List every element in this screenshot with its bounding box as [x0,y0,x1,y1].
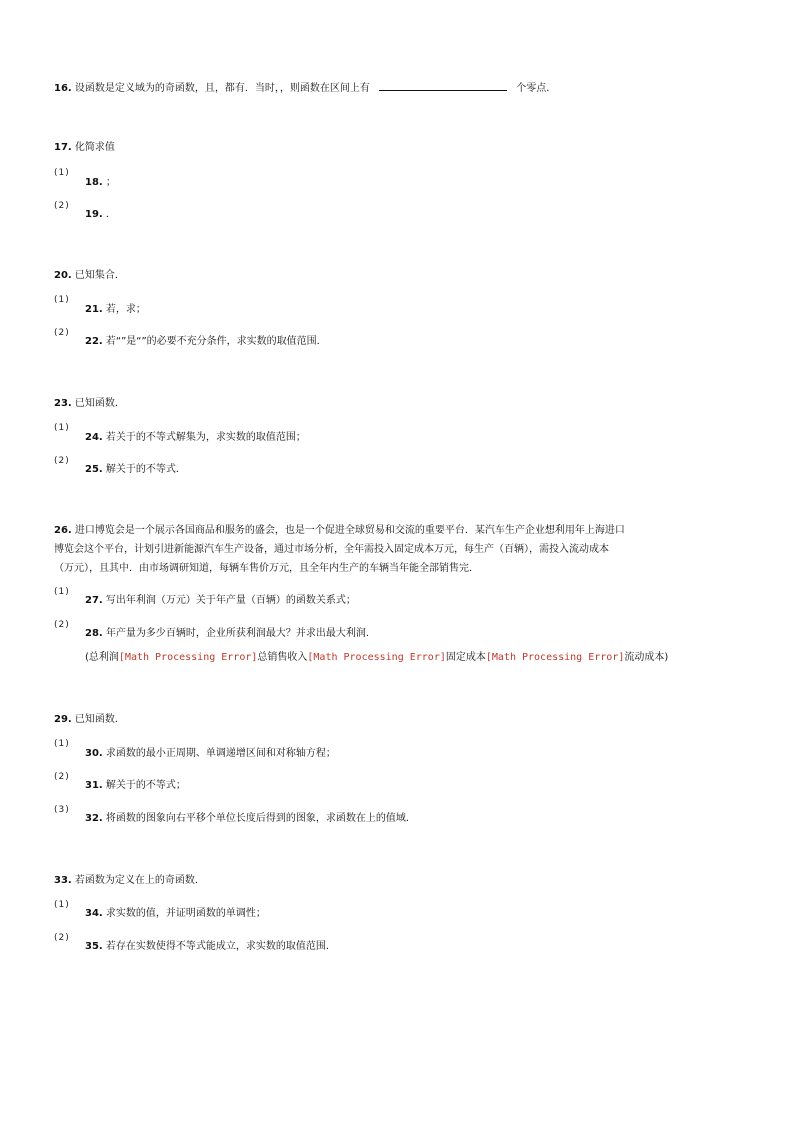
sub-marker: (1) [54,739,70,749]
question-text: 若存在实数使得不等式能成立，求实数的取值范围． [105,941,336,952]
question-number: 23. [54,398,72,409]
sub-question [85,594,356,608]
question-number: 29. [54,714,72,725]
question-text: 若关于的不等式解集为，求实数的取值范围； [105,432,306,443]
question-text: 年产量为多少百辆时，企业所获利润最大？并求出最大利润． [105,628,376,639]
question-text: 若函数为定义在上的奇函数． [74,875,205,886]
question-text-line-3: （万元），且其中．由市场调研知道，每辆车售价万元，且全年内生产的车辆当年能全部销售完． [54,563,479,574]
sub-question [85,431,306,445]
sub-marker: (2) [54,772,70,782]
question-text-end: 个零点． [516,83,557,94]
question-text: 已知函数． [74,714,125,725]
question-text: 写出年利润（万元）关于年产量（百辆）的函数关系式； [105,595,356,606]
sub-question [85,303,146,317]
question-20 [54,269,125,283]
question-text: 已知集合． [74,270,125,281]
sub-marker: (2) [54,328,70,338]
question-number: 19. [85,209,103,220]
note-part: 总销售收入 [257,652,308,663]
question-text: 若，求； [105,304,146,315]
math-error: [Math Processing Error] [118,652,258,663]
question-number: 16. [54,83,72,94]
question-number: 35. [85,941,103,952]
question-number: 24. [85,432,103,443]
question-text: 若“”是“”的必要不充分条件，求实数的取值范围． [105,336,327,347]
question-number: 17. [54,142,72,153]
sub-marker: (2) [54,201,70,211]
answer-blank[interactable] [379,80,507,91]
question-number: 25. [85,464,103,475]
sub-question [85,176,116,190]
question-23 [54,397,125,411]
question-number: 20. [54,270,72,281]
question-text: 求实数的值，并证明函数的单调性； [105,908,266,919]
sub-question [85,208,116,222]
question-text: 已知函数． [74,398,125,409]
sub-marker: (2) [54,933,70,943]
question-text: 解关于的不等式； [105,780,186,791]
sub-marker: (2) [54,620,70,630]
sub-marker: (1) [54,295,70,305]
sub-marker: (1) [54,900,70,910]
question-text: 解关于的不等式． [105,464,186,475]
question-text: 将函数的图象向右平移个单位长度后得到的图象，求函数在上的值域． [105,813,416,824]
question-number: 34. [85,908,103,919]
question-text: 化简求值 [74,142,115,153]
question-26 [54,524,625,538]
question-16 [54,80,556,96]
sub-question [85,627,376,641]
sub-marker: (2) [54,456,70,466]
question-text-line-2: 博览会这个平台，计划引进新能源汽车生产设备，通过市场分析，全年需投入固定成本万元，每生产（百辆），需投入流动成本 [54,544,609,555]
question-number: 33. [54,875,72,886]
question-text: 求函数的最小正周期、单调递增区间和对称轴方程； [105,748,336,759]
note-part: (总利润 [85,652,119,663]
question-text-line-1: 进口博览会是一个展示各国商品和服务的盛会，也是一个促进全球贸易和交流的重要平台．某汽车生产企业想利用年上海进口 [74,525,625,536]
question-text: 设函数是定义域为的奇函数，且，都有．当时，，则函数在区间上有 [74,83,370,94]
sub-marker: (1) [54,587,70,597]
question-number: 30. [85,748,103,759]
sub-marker: (1) [54,423,70,433]
sub-question [85,907,266,921]
sub-question [85,812,416,826]
question-number: 28. [85,628,103,639]
question-number: 26. [54,525,72,536]
sub-question [85,463,186,477]
sub-marker: (1) [54,168,70,178]
question-number: 22. [85,336,103,347]
question-number: 21. [85,304,103,315]
question-number: 27. [85,595,103,606]
math-error: [Math Processing Error] [307,652,446,663]
question-17 [54,141,115,155]
note-part: 固定成本 [445,652,486,663]
sub-question [85,747,336,761]
question-text: ； [105,177,116,188]
question-33 [54,874,205,888]
question-number: 32. [85,813,103,824]
note-part: 流动成本) [624,652,669,663]
sub-question [85,940,336,954]
formula-note [85,651,668,665]
sub-question [85,335,327,349]
question-number: 31. [85,780,103,791]
question-number: 18. [85,177,103,188]
question-text: ． [105,209,116,220]
sub-question [85,779,186,793]
sub-marker: (3) [54,805,70,815]
question-29 [54,713,125,727]
math-error: [Math Processing Error] [485,652,625,663]
